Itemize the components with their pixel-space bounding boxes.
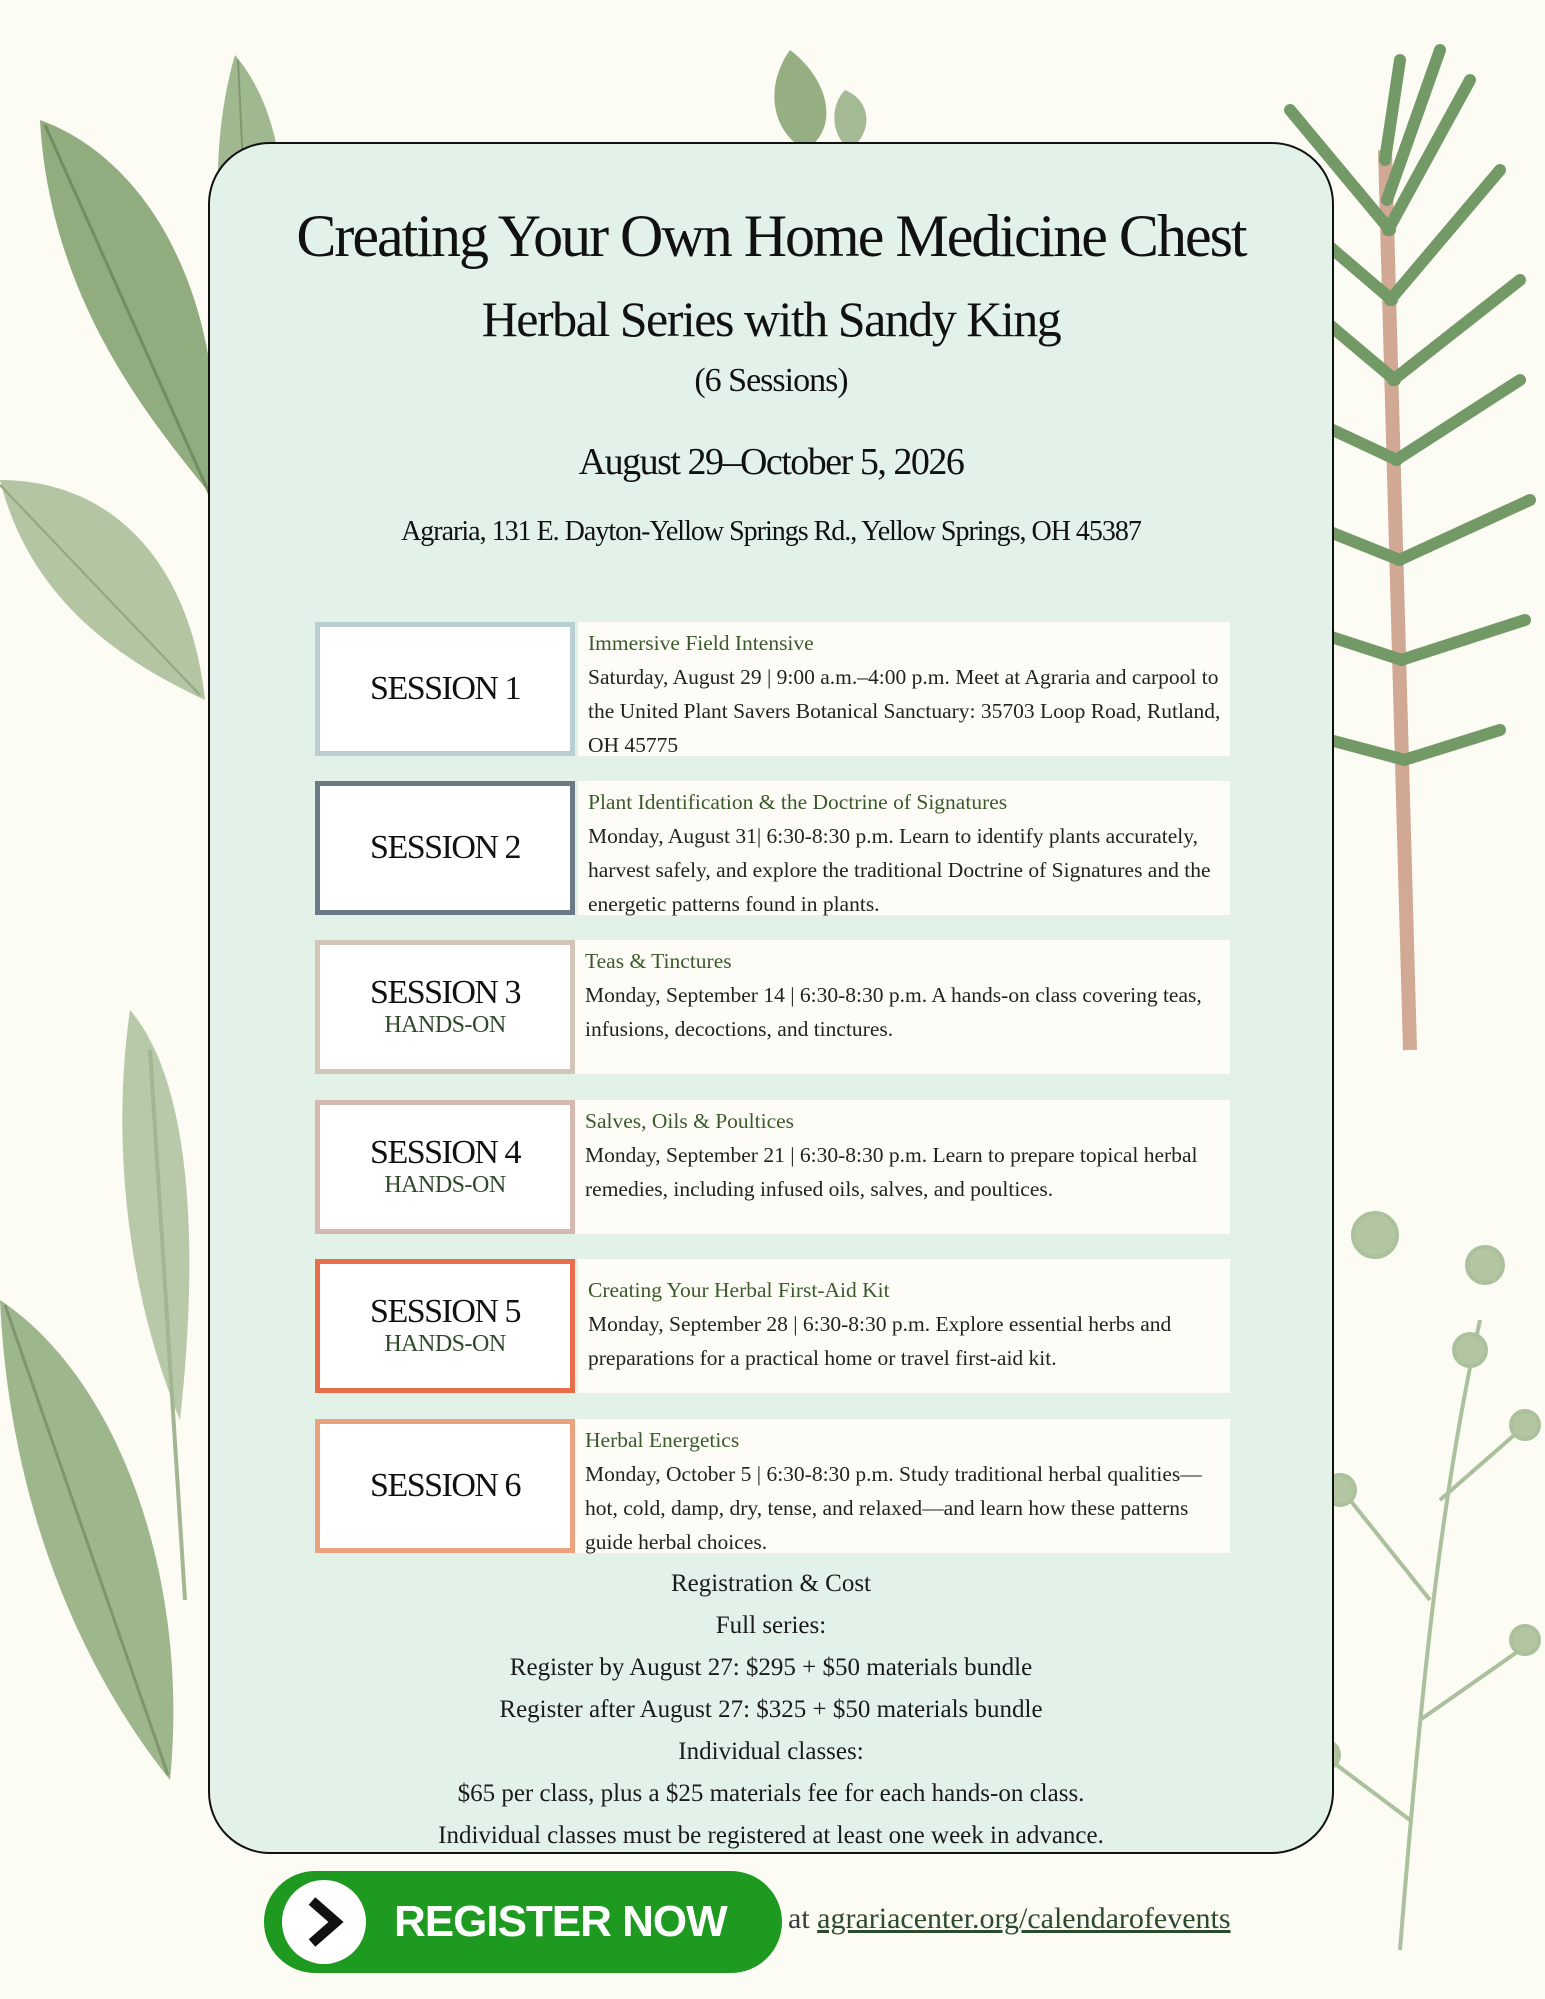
session-2-body: Monday, August 31| 6:30-8:30 p.m. Learn to identify plants accurately, harvest safely, and explore the traditional Doctrine of Signatures and the energetic patterns found in plants. xyxy=(588,824,1211,916)
sessions-count: (6 Sessions) xyxy=(694,362,848,399)
chevron-right-icon xyxy=(302,1897,346,1947)
session-1-body: Saturday, August 29 | 9:00 a.m.–4:00 p.m. Meet at Agraria and carpool to the United Plant Savers Botanical Sanctuary: 35703 Loop Road, Rutland, OH 45775 xyxy=(588,665,1221,757)
session-4-title: Salves, Oils & Poultices xyxy=(585,1109,795,1133)
event-location: Agraria, 131 E. Dayton-Yellow Springs Rd., Yellow Springs, OH 45387 xyxy=(401,516,1141,547)
session-1-label-box xyxy=(315,622,575,756)
session-3-body: Monday, September 14 | 6:30-8:30 p.m. A hands-on class covering teas, infusions, decoctions, and tinctures. xyxy=(585,983,1202,1041)
session-5-label: SESSION 5 xyxy=(370,1292,520,1330)
session-2-title: Plant Identification & the Doctrine of Signatures xyxy=(588,790,1008,814)
session-3-hands-on-tag: HANDS-ON xyxy=(384,1012,506,1039)
registration-heading: Registration & Cost xyxy=(671,1570,871,1597)
sage-leaf-mid-left-icon xyxy=(0,480,205,700)
session-4-label-box xyxy=(315,1100,575,1234)
session-4-body: Monday, September 21 | 6:30-8:30 p.m. Learn to prepare topical herbal remedies, including infused oils, salves, and poultices. xyxy=(585,1143,1198,1201)
session-5-body: Monday, September 28 | 6:30-8:30 p.m. Explore essential herbs and preparations for a practical home or travel first-aid kit. xyxy=(588,1312,1172,1370)
event-dates: August 29–October 5, 2026 xyxy=(578,441,964,483)
session-3-label: SESSION 3 xyxy=(370,973,520,1011)
per-class-price: $65 per class, plus a $25 materials fee for each hands-on class. xyxy=(457,1780,1085,1807)
advance-registration-note: Individual classes must be registered at least one week in advance. xyxy=(438,1822,1104,1849)
session-1-title: Immersive Field Intensive xyxy=(588,631,814,655)
session-3-label-box xyxy=(315,940,575,1074)
session-6-label: SESSION 6 xyxy=(370,1467,520,1505)
session-6-body: Monday, October 5 | 6:30-8:30 p.m. Study traditional herbal qualities—hot, cold, damp, dry, tense, and relaxed—and learn how these patterns guide herbal choices. xyxy=(585,1462,1202,1554)
session-6-title: Herbal Energetics xyxy=(585,1428,740,1452)
session-3-description xyxy=(575,940,1230,1074)
session-5-hands-on-tag: HANDS-ON xyxy=(384,1331,506,1358)
early-registration-price: Register by August 27: $295 + $50 materials bundle xyxy=(509,1654,1033,1681)
session-1-label: SESSION 1 xyxy=(370,670,520,708)
session-6-description xyxy=(575,1419,1230,1553)
sage-leaf-top-left-icon xyxy=(40,120,217,500)
session-3-title: Teas & Tinctures xyxy=(585,949,732,973)
session-4-hands-on-tag: HANDS-ON xyxy=(384,1172,506,1199)
register-now-label: REGISTER NOW xyxy=(394,1897,727,1946)
register-now-button[interactable] xyxy=(264,1871,782,1973)
session-2-label: SESSION 2 xyxy=(370,829,520,867)
session-5-description xyxy=(578,1259,1230,1393)
late-registration-price: Register after August 27: $325 + $50 materials bundle xyxy=(499,1696,1043,1723)
page-subtitle: Herbal Series with Sandy King xyxy=(481,291,1061,347)
session-5-title: Creating Your Herbal First-Aid Kit xyxy=(588,1278,890,1302)
register-circle xyxy=(282,1880,366,1964)
register-at-text: at xyxy=(788,1902,810,1935)
session-5-label-box xyxy=(315,1259,575,1393)
session-1-description xyxy=(578,622,1230,756)
session-6-label-box xyxy=(315,1419,575,1553)
seed-sprig-right-icon xyxy=(1311,1213,1539,1950)
leaf-top-center-icon xyxy=(774,50,866,150)
session-4-description xyxy=(575,1100,1230,1234)
sage-leaf-bottom-left-icon xyxy=(0,1300,173,1780)
session-2-label-box xyxy=(315,781,575,915)
session-4-label: SESSION 4 xyxy=(370,1133,520,1171)
individual-classes-label: Individual classes: xyxy=(678,1738,864,1765)
register-url-link[interactable]: agrariacenter.org/calendarofevents xyxy=(817,1902,1231,1935)
full-series-label: Full series: xyxy=(715,1612,827,1639)
register-url-line xyxy=(788,1902,1231,1936)
page-title: Creating Your Own Home Medicine Chest xyxy=(296,203,1246,269)
session-2-description xyxy=(578,781,1230,915)
